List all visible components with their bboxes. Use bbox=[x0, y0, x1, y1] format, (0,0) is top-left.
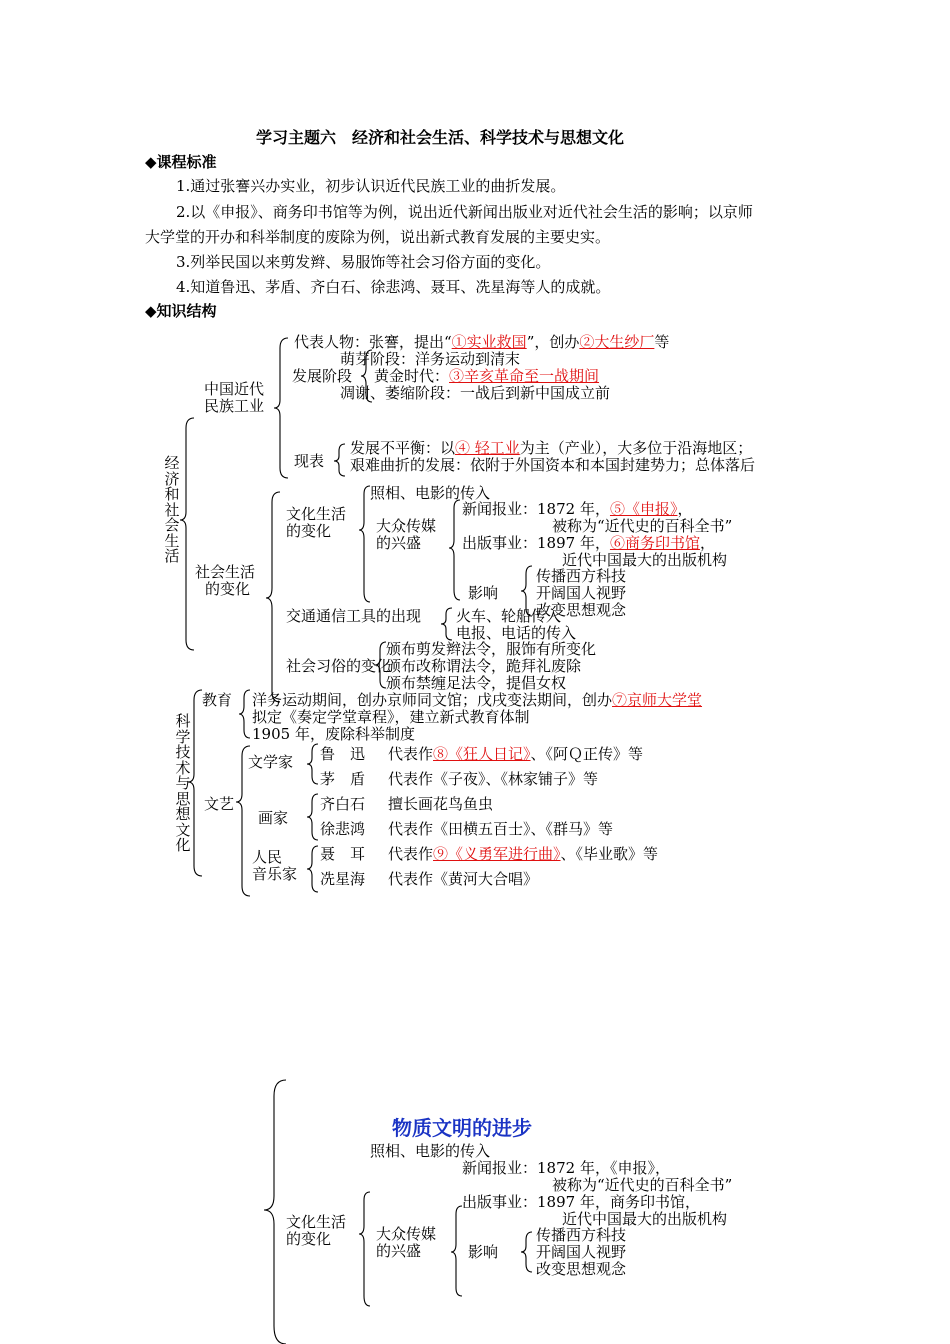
perf-item bbox=[350, 440, 752, 457]
answer-1: ①实业救国 bbox=[451, 333, 527, 351]
writer-work bbox=[388, 746, 643, 763]
standard-item: 1.通过张謇兴办实业，初步认识近代民族工业的曲折发展。 bbox=[176, 177, 566, 195]
stage-text: 黄金时代： bbox=[374, 367, 450, 385]
standard-item: 3.列举民国以来剪发辫、易服饰等社会习俗方面的变化。 bbox=[176, 253, 551, 271]
industry-label: 中国近代 bbox=[204, 380, 265, 398]
rep-text: 等 bbox=[654, 333, 670, 351]
rep-text: 代表人物：张謇，提出“ bbox=[294, 333, 452, 351]
media-label: 大众传媒 bbox=[376, 517, 437, 535]
writer-name: 茅 盾 bbox=[320, 770, 366, 788]
pub-text: ， bbox=[699, 534, 715, 552]
social-label: 的变化 bbox=[205, 580, 251, 598]
news-item bbox=[462, 501, 692, 518]
writer-label: 文学家 bbox=[248, 753, 294, 771]
answer-3: ③辛亥革命至一战期间 bbox=[449, 367, 600, 385]
musician-work: 代表作《黄河大合唱》 bbox=[388, 870, 539, 888]
media-label: 的兴盛 bbox=[376, 534, 422, 552]
custom-item: 颁布改称谓法令，跪拜礼废除 bbox=[386, 657, 582, 675]
transport-label: 交通通信工具的出现 bbox=[286, 607, 422, 625]
edu-text: 洋务运动期间，创办京师同文馆；戊戌变法期间，创办 bbox=[252, 691, 613, 709]
standards-heading: ◆课程标准 bbox=[145, 153, 217, 171]
edu-label: 教育 bbox=[202, 691, 233, 709]
writer-work: 代表作《子夜》、《林家铺子》等 bbox=[388, 770, 599, 788]
page-title: 学习主题六 经济和社会生活、科学技术与思想文化 bbox=[256, 128, 625, 147]
answer-7: ⑦京师大学堂 bbox=[612, 691, 703, 709]
lower-pub: 出版事业：1897 年，商务印书馆， bbox=[462, 1193, 700, 1211]
lower-impact-label: 影响 bbox=[468, 1243, 499, 1261]
lower-photo: 照相、电影的传入 bbox=[370, 1142, 491, 1160]
pub-note: 近代中国最大的出版机构 bbox=[562, 551, 728, 569]
writer-name: 鲁 迅 bbox=[320, 745, 366, 763]
stage-label: 发展阶段 bbox=[292, 367, 353, 385]
painter-label: 画家 bbox=[258, 809, 289, 827]
impact-item: 传播西方科技 bbox=[536, 567, 627, 585]
rep-text: ”，创办 bbox=[526, 333, 580, 351]
edu-item bbox=[252, 692, 702, 709]
custom-item: 颁布禁缠足法令，提倡女权 bbox=[386, 674, 567, 692]
science-label: 科学技术与思想文化 bbox=[175, 712, 191, 854]
musician-work bbox=[388, 846, 658, 863]
perf-label: 现表 bbox=[294, 452, 325, 470]
pub-text: 出版事业：1897 年， bbox=[462, 534, 610, 552]
musician-text: 、《毕业歌》等 bbox=[560, 845, 659, 863]
lower-impact-item: 改变思想观念 bbox=[536, 1260, 627, 1278]
answer-6: ⑥商务印书馆 bbox=[609, 534, 700, 552]
structure-heading: ◆知识结构 bbox=[145, 302, 217, 320]
musician-name: 冼星海 bbox=[320, 870, 366, 888]
transport-item: 火车、轮船传入 bbox=[456, 607, 562, 625]
painter-work: 代表作《田横五百士》、《群马》等 bbox=[388, 820, 614, 838]
economy-label: 经济和社会生活 bbox=[164, 454, 180, 565]
impact-label: 影响 bbox=[468, 584, 499, 602]
lower-news: 新闻报业：1872 年，《申报》， bbox=[462, 1159, 670, 1177]
culture-label: 文化生活 bbox=[286, 505, 347, 523]
musician-text: 代表作 bbox=[388, 845, 434, 863]
lower-media-label: 的兴盛 bbox=[376, 1242, 422, 1260]
custom-item: 颁布剪发辫法令，服饰有所变化 bbox=[386, 640, 597, 658]
perf-text: 为主（产业），大多位于沿海地区； bbox=[519, 439, 753, 457]
impact-item: 开阔国人视野 bbox=[536, 584, 627, 602]
news-text: 新闻报业：1872 年， bbox=[462, 500, 610, 518]
musician-label: 音乐家 bbox=[252, 865, 298, 883]
perf-item: 艰难曲折的发展：依附于外国资本和本国封建势力；总体落后 bbox=[350, 456, 756, 474]
stage-item: 萌芽阶段：洋务运动到清末 bbox=[340, 350, 521, 368]
standard-item: 大学堂的开办和科举制度的废除为例，说出新式教育发展的主要史实。 bbox=[145, 228, 611, 246]
transport-item: 电报、电话的传入 bbox=[456, 624, 577, 642]
industry-label: 民族工业 bbox=[204, 397, 265, 415]
lower-media-label: 大众传媒 bbox=[376, 1225, 437, 1243]
answer-8: ⑧《狂人日记》 bbox=[433, 745, 531, 763]
culture-label: 的变化 bbox=[286, 522, 332, 540]
impact-item: 改变思想观念 bbox=[536, 601, 627, 619]
stage-item bbox=[374, 368, 599, 385]
answer-2: ②大生纱厂 bbox=[579, 333, 655, 351]
answer-9: ⑨《义勇军进行曲》 bbox=[433, 845, 561, 863]
social-label: 社会生活 bbox=[195, 563, 256, 581]
stage-item: 凋谢、萎缩阶段：一战后到新中国成立前 bbox=[340, 384, 611, 402]
perf-text: 发展不平衡：以 bbox=[350, 439, 456, 457]
news-note: 被称为“近代史的百科全书” bbox=[552, 517, 733, 535]
musician-name: 聂 耳 bbox=[320, 845, 366, 863]
answer-5: ⑤《申报》 bbox=[609, 500, 678, 518]
lower-pub-note: 近代中国最大的出版机构 bbox=[562, 1210, 728, 1228]
lower-culture-label: 的变化 bbox=[286, 1230, 332, 1248]
arts-label: 文艺 bbox=[204, 795, 235, 813]
standard-item: 2.以《申报》、商务印书馆等为例，说出近代新闻出版业对近代社会生活的影响；以京师 bbox=[176, 203, 753, 221]
painter-name: 齐白石 bbox=[320, 795, 366, 813]
edu-item: 拟定《奏定学堂章程》，建立新式教育体制 bbox=[252, 708, 530, 726]
painter-name: 徐悲鸿 bbox=[320, 820, 366, 838]
custom-label: 社会习俗的变化 bbox=[286, 657, 392, 675]
answer-4: ④ 轻工业 bbox=[455, 439, 520, 457]
painter-work: 擅长画花鸟鱼虫 bbox=[388, 795, 494, 813]
writer-text: 代表作 bbox=[388, 745, 434, 763]
news-text: ， bbox=[677, 500, 693, 518]
photo-item: 照相、电影的传入 bbox=[370, 484, 491, 502]
standard-item: 4.知道鲁迅、茅盾、齐白石、徐悲鸿、聂耳、冼星海等人的成就。 bbox=[176, 278, 611, 296]
lower-news-note: 被称为“近代史的百科全书” bbox=[552, 1176, 733, 1194]
edu-item: 1905 年，废除科举制度 bbox=[252, 725, 415, 743]
lower-culture-label: 文化生活 bbox=[286, 1213, 347, 1231]
lower-impact-item: 开阔国人视野 bbox=[536, 1243, 627, 1261]
writer-text: 、《阿Ｑ正传》等 bbox=[530, 745, 644, 763]
musician-label: 人民 bbox=[252, 848, 283, 866]
rep-person-line bbox=[294, 334, 669, 351]
lower-impact-item: 传播西方科技 bbox=[536, 1226, 627, 1244]
lower-heading: 物质文明的进步 bbox=[392, 1116, 532, 1140]
pub-item bbox=[462, 535, 715, 552]
